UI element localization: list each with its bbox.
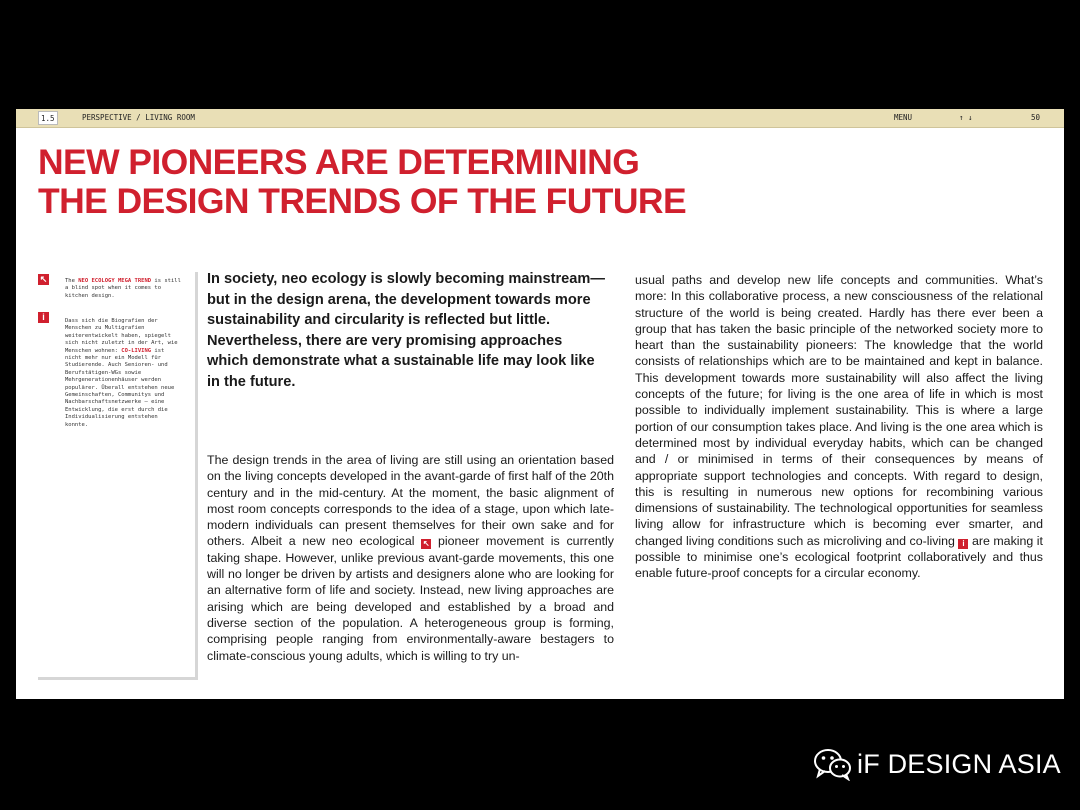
chapter-ref: 1.5 [38, 111, 58, 125]
note-highlight: NEO ECOLOGY MEGA TREND [78, 278, 152, 284]
sidebar-note-2 [65, 318, 183, 429]
note-text: The [65, 278, 79, 284]
note-text: Dass sich die Biografien der Menschen zu Multigrafien weiterentwickelt haben, spiegelt sich nicht zuletzt in der Art, wie Menschen wohnen: [65, 318, 178, 354]
note-highlight: CO-LIVING [121, 347, 152, 354]
sidebar-note-1 [65, 278, 183, 300]
info-icon[interactable]: i [958, 539, 968, 549]
body-text: usual paths and develop new life concepts and communities. What’s more: In this collaborative process, a new consciousness of the relational structure of the world is being created. Hardly has there ever been a group that has taken the basic principle of the networked society more to heart than the sustainability pioneers: The knowledge that the world consists of relationships which are to be maintained and kept in balance. This development towards more sustainability will also affect the living concepts of the future; for living is the one area of life in which is most possible to individually implement sustainability. This is where a large portion of our consumption takes place. And living is the one area which is determined most by individual everyday habits, which can be changed and / or minimised in terms of their consequences by means of appropriate support technologies and concepts. With regard to design, this is resulting in numerous new options for recombining various dimensions of sustainability. The technological opportunities for seamless living allow for infrastructure which is becoming ever smarter, and changed living conditions such as microliving and co-living [635, 273, 1043, 548]
info-icon[interactable]: i [38, 312, 49, 323]
top-bar [16, 109, 1064, 128]
note-text: ist nicht mehr nur ein Modell für Studierende. Auch Senioren- und Berufstätigen-WGs sowie Mehrgenerationenhäuser werden populärer. Überall entstehen neue Gemeinschaften, Communitys und Nachbarschaftsnetzwerke – eine Entwicklung, die erst durch die Individualisierung entstehen konnte. [65, 347, 175, 428]
body-text: are making it possible to minimise one’s ecological footprint collaboratively and thus enable future-proof concepts for a circular economy. [635, 533, 1043, 581]
page-title [38, 143, 686, 220]
title-line-1: NEW PIONEERS ARE DETERMINING [38, 142, 640, 182]
section-breadcrumb: PERSPECTIVE / LIVING ROOM [82, 113, 195, 122]
menu-link[interactable]: MENU [894, 113, 913, 122]
lead-paragraph: In society, neo ecology is slowly becoming mainstream—but in the design arena, the development towards more sustainability and circularity is reflected but little. Nevertheless, there are very promising approaches which demonstrate what a sustainable life may look like in the future. [207, 271, 605, 390]
arrow-link-icon[interactable]: ↖ [39, 274, 48, 284]
document-page [16, 109, 1064, 699]
body-column-2 [635, 272, 1043, 582]
wechat-icon [813, 747, 853, 781]
watermark [813, 744, 1061, 784]
body-text: pioneer movement is currently taking shape. However, unlike previous avant-garde movements, this one will no longer be driven by artists and designers alone who are looking for an alternative form of life and society. Instead, new living approaches are arising which are being developed and established by a broad and diverse section of the population. A heterogeneous group is forming, comprising people ranging from environmentally-aware bestagers to climate-conscious young adults, which is willing to try un- [207, 534, 614, 663]
watermark-text: iF DESIGN ASIA [857, 748, 1061, 779]
note-text: is still a blind spot when it comes to kitchen design. [65, 278, 181, 299]
body-text: The design trends in the area of living are still using an orientation based on the living concepts developed in the avant-garde of first half of the 20th century and in the mid-century. At the moment, the basic alignment of most room concepts corresponds to the idea of a stage, upon which late-modern individuals can present themselves for their own sake and for others. Albeit a new neo ecological [207, 453, 614, 549]
page-nav-arrows[interactable]: ↑ ↓ [959, 113, 973, 122]
sidebar-notes [38, 272, 198, 680]
page-number: 50 [1031, 113, 1041, 122]
title-line-2: THE DESIGN TRENDS OF THE FUTURE [38, 180, 687, 221]
body-column-1 [207, 452, 614, 664]
arrow-link-icon[interactable]: ↖ [422, 539, 430, 549]
